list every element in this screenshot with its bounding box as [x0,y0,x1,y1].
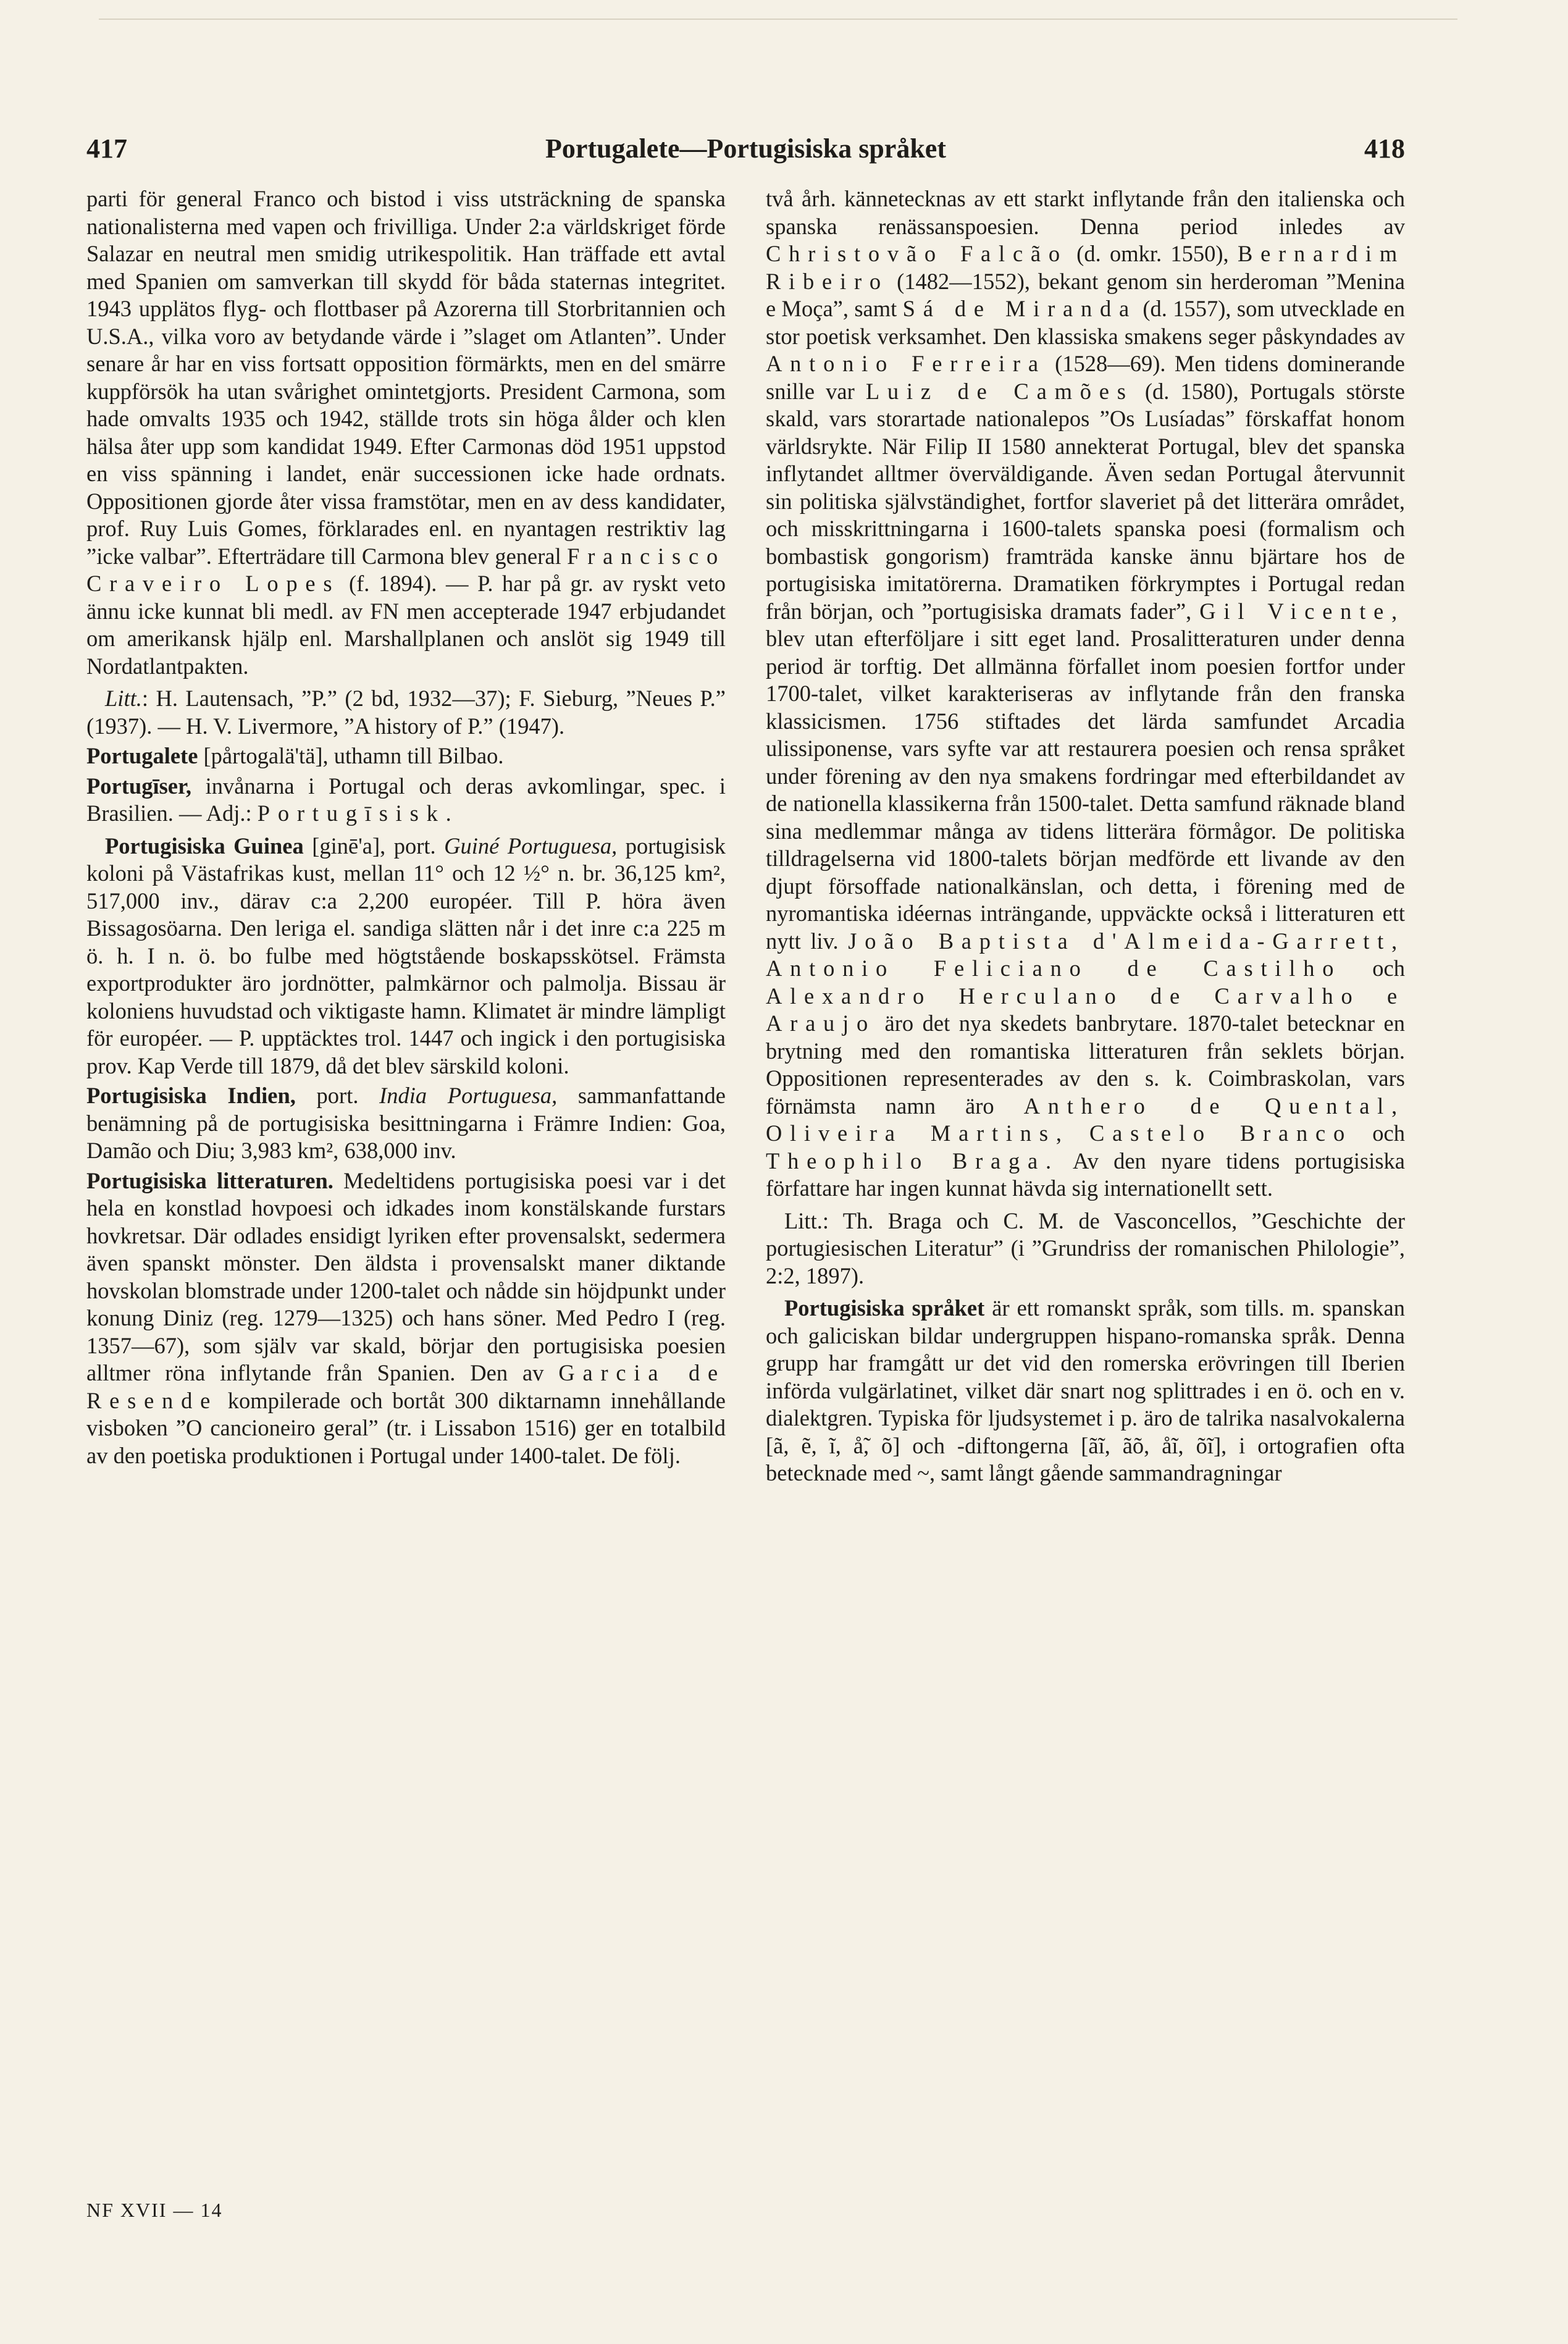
person-name: Gil Vicente, [1199,598,1406,624]
text-run: äro det nya skedets banbrytare. 1870-talet betecknar en brytning med den romantiska litteraturen från seklets början. Oppositionen representerades av den s. k. Coimbraskolan, vars förnämsta namn äro [766,1010,1405,1119]
person-name: Anthero de Quental, [1023,1093,1405,1119]
entry-pre: port. [295,1083,380,1108]
text-run: (1528—69). Men tidens dominerande snille var [766,351,1405,404]
person-name: Theophilo Braga. [766,1148,1059,1174]
adjective-form: Portugīsisk. [257,800,459,826]
entry-portugisiska-litteraturen [86,1167,726,1470]
headword: Portugalete [86,743,198,768]
headword: Portugisiska Indien, [86,1083,296,1108]
text-run: och [1341,956,1406,981]
person-name: Garcia de Resende [86,1360,726,1413]
litt-label: Litt. [105,686,142,711]
headword: Portugisiska litteraturen. [86,1167,333,1193]
right-column [766,185,1405,1487]
entry-text: Medeltidens portugisiska poesi var i det hela en konstlad hovpoesi och idkades inom konstälskande furstars hovkretsar. Där odlades ensidigt lyriken efter provensalskt, sedermera även spanskt mönster. Den äldsta i provensalskt maner diktande hovskolan blomstrade under 1200-talet och nådde sin höjdpunkt under konung Diniz (reg. 1279—1325) och hans söner. Med Pedro I (reg. 1357—67), som själv var skald, börjar den portugisiska poesien alltmer röna inflytande från Spanien. Den av [86,1167,726,1385]
left-column [86,185,726,1469]
signature-mark: NF XVII — 14 [86,2199,223,2221]
text-run: (d. 1557), som utvecklade en stor poetisk verksamhet. Den klassiska smakens seger påskyndades av [766,296,1405,349]
top-edge-rule [99,19,1457,20]
person-name: João Baptista d'Almeida-Garrett, [848,928,1405,954]
page-header [86,133,1405,176]
entry-text: portugisisk koloni på Västafrikas kust, mellan 11° och 12 ½° n. br. 36,125 km², 517,000 inv., därav c:a 2,200 européer. Till P. höra även Bissagosöarna. Den leriga el. sandiga slätten når i det inre c:a 225 m ö. h. I n. ö. bo fulbe med högtstående boskapsskötsel. Främsta exportprodukter äro jordnötter, palmkärnor och palmolja. Bissau är koloniens huvudstad och viktigaste hamn. Klimatet är mindre lämpligt för européer. — P. upptäcktes trol. 1447 och ingick i den portugisiska prov. Kap Verde till 1879, då det blev särskild koloni. [86,833,726,1078]
portuguese-name: Guiné Portuguesa, [444,833,618,859]
person-name: Christovão Falcão [766,241,1068,266]
entry-tail: kompilerade och bortåt 300 diktarnamn innehållande visboken ”O cancioneiro geral” (tr. i Lissabon 1516) ger en totalbild av den poetiska produktionen i Portugal under 1400-talet. De följ. [86,1387,726,1468]
page-number-right: 418 [1364,133,1405,164]
entry-text: sammanfattande benämning på de portugisiska besittningarna i Främre Indien: Goa, Damão och Diu; 3,983 km², 638,000 inv. [86,1083,726,1163]
person-name: Antonio Feliciano de Castilho [766,956,1342,981]
text-run: (d. 1580), Portugals störste skald, vars storartade nationalepos ”Os Lusíadas” förskaffat honom världsrykte. När Filip II 1580 annekterat Portugal, blev det spanska inflytandet alltmer överväldigande. Även sedan Portugal återvunnit sin politiska självständighet, fortfor slaveriet på det litterära området, och misskrittningarna i 1600-talets spanska poesi (formalism och bombastisk gongorism) framträda kanske ännu bjärtare hos de portugisiska imitatörerna. Dramatiken förkrymptes i Portugal redan från början, och ”portugisiska dramats fader”, [766,378,1406,624]
person-name: Alexandro Herculano de Carvalho e Araujo [766,983,1405,1036]
person-name: Francisco Craveiro Lopes [86,543,726,596]
text-run: två årh. kännetecknas av ett starkt inflytande från den italienska och spanska renässanspoesien. Denna period inledes av [766,186,1405,239]
entry-portugisiska-guinea [86,833,726,1080]
person-name: Castelo Branco [1089,1120,1353,1146]
headword: Portugisiska språket [784,1295,985,1321]
entry-portugiser [86,773,726,828]
person-name: Oliveira Martins, [766,1120,1070,1146]
page-number-left: 417 [86,133,127,164]
text-run: Av den nyare tidens portugisiska författare har ingen kunnat hävda sig internationellt sett. [766,1148,1405,1201]
text-run: (d. omkr. 1550), [1067,241,1238,266]
portugal-history-paragraph [86,185,726,680]
entry-portugalete [86,742,726,770]
literature-continued-paragraph [766,185,1405,1203]
text-run: blev utan efterföljare i sitt eget land. Prosalitteraturen under denna period är torftig. Det allmänna förfallet inom poesien fortfor under 1700-talet, vilket karakteriseras av inflytande från den franska klassicismen. 1756 stiftades det lärda samfundet Arcadia ulissiponense, vars syfte var att restaurera poesien och rensa språket under förening av den nya smakens fordringar med efterbildandet av de nationella klassikerna från 1500-talet. Detta samfund räknade bland sina medlemmar många av tidens litterära förmågor. De politiska tilldragelserna vid 1800-talets början medförde ett livande av den djupt försoffade nationalkänslan, och detta, i förening med de nyromantiska idéernas inträngande, uppväckte också i litteraturen ett nytt liv. [766,626,1405,954]
text-run: och [1352,1120,1405,1146]
person-name: Bernardim Ribeiro [766,241,1406,294]
running-title: Portugalete—Portugisiska språket [545,133,946,164]
headword: Portugisiska Guinea [105,833,304,859]
entry-text: är ett romanskt språk, som tills. m. spanskan och galiciskan bildar undergruppen hispano-romanska språk. Denna grupp har framgått ur det vid den romerska erövringen till Iberien införda vulgärlatinet, vilket där snart nog splittrades i en ö. och en v. dialektgren. Typiska för ljudsystemet i p. äro de talrika nasalvokalerna [ã, ẽ, ĩ, å̃, õ] och -diftongerna [ãĩ, ãõ, åĩ, õĩ], i ortografien ofta betecknade med ~, samt långt gående sammandragningar [766,1295,1405,1485]
headword: Portugīser, [86,773,191,799]
entry-text: invånarna i Portugal och deras avkomlingar, spec. i Brasilien. — Adj.: [86,773,726,826]
pronunciation: [ginē'a], port. [303,833,445,859]
entry-text: [pårtogalä'tä], uthamn till Bilbao. [198,743,504,768]
litt-text: : H. Lautensach, ”P.” (2 bd, 1932—37); F. Sieburg, ”Neues P.” (1937). — H. V. Livermore, ”A history of P.” (1947). [86,686,726,739]
person-name: Luiz de Camões [865,378,1134,404]
portuguese-name: India Portuguesa, [379,1083,558,1108]
history-text: parti för general Franco och bistod i viss utsträckning de spanska nationalisterna med vapen och frivilliga. Under 2:a världskriget förde Salazar en neutral men smidig utrikespolitik. Han träffade ett avtal med Spanien om samverkan till skydd för båda staternas integritet. 1943 upplätos flyg- och flottbaser på Azorerna till Storbritannien och U.S.A., vilka voro av betydande värde i ”slaget om Atlanten”. Under senare år har en viss fortsatt opposition förmärkts, men en del smärre kuppförsök ha utan svårighet omintetgjorts. President Carmona, som hade omvalts 1935 och 1942, ställde trots sin höga ålder och klen hälsa åter upp som kandidat 1949. Efter Carmonas död 1951 uppstod en viss spänning i landet, enär successionen icke hade ordnats. Oppositionen gjorde åter vissa framstötar, men en av dess kandidater, prof. Ruy Luis Gomes, förklarades enl. en nyantagen restriktiv lag ”icke valbar”. Efterträdare till Carmona blev general [86,186,726,569]
literature-reference: Litt.: Th. Braga och C. M. de Vasconcellos, ”Geschichte der portugiesischen Literatur” (i ”Grundriss der romanischen Philologie”, 2:2, 1897). [766,1208,1405,1288]
text-run: (1482—1552), bekant genom sin herderoman ”Menina e Moça”, samt [766,268,1405,321]
person-name: Antonio Ferreira [766,351,1046,376]
text-run [1070,1120,1089,1146]
history-tail: (f. 1894). — P. har på gr. av ryskt veto ännu icke kunnat bli medl. av FN men accepterade 1947 erbjudandet om amerikansk hjälp enl. Marshallplanen och anslöt sig 1949 till Nordatlantpakten. [86,571,726,679]
literature-reference [86,685,726,740]
person-name: Sá de Miranda [902,296,1138,321]
entry-portugisiska-indien [86,1082,726,1165]
entry-portugisiska-spraket [766,1295,1405,1487]
